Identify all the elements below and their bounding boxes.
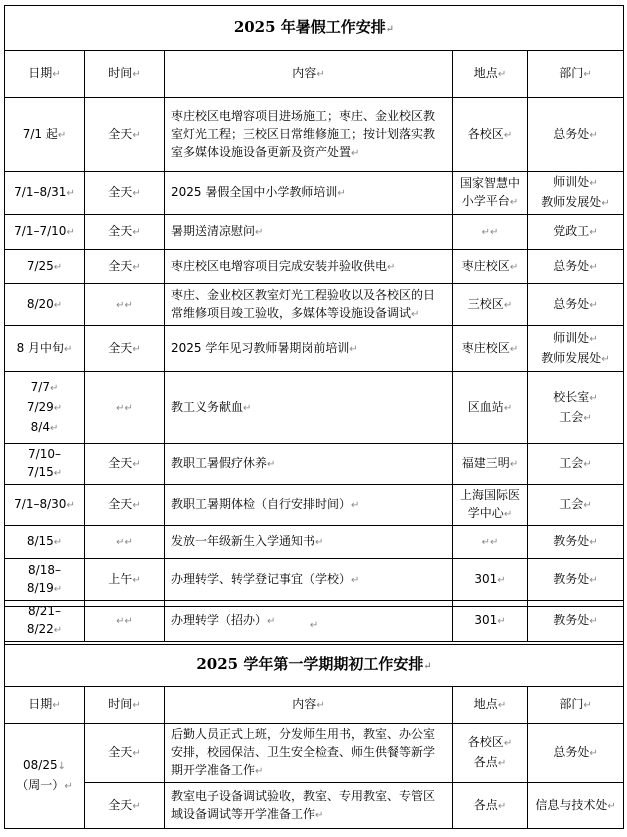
summer-schedule-table <box>4 5 624 642</box>
header-date: 日期↵ <box>5 687 85 724</box>
cell-place: 福建三明↵ <box>453 444 528 485</box>
table-row <box>5 372 624 444</box>
table-row <box>5 485 624 526</box>
cell-date: 8/21–8/22↵ <box>5 601 85 642</box>
term-title: 2025 学年第一学期期初工作安排↵ <box>5 645 624 687</box>
table-row <box>5 559 624 601</box>
cell-date: 7/1–7/10↵ <box>5 215 85 250</box>
cell-date: 7/1–8/31↵ <box>5 172 85 215</box>
term-schedule-table <box>4 606 624 829</box>
cell-content: 枣庄、金业校区教室灯光工程验收以及各校区的日常维修项目竣工验收，多媒体等设施设备调试↵ <box>165 284 453 326</box>
cell-content: 教室电子设备调试验收，教室、专用教室、专管区域设备调试等开学准备工作↵ <box>165 783 453 829</box>
cell-content: 办理转学、转学登记事宜（学校）↵ <box>165 559 453 601</box>
header-time: 时间↵ <box>85 687 165 724</box>
cell-time: ↵↵ <box>85 526 165 559</box>
cell-place: 各点↵ <box>453 783 528 829</box>
cell-time: 全天↵ <box>85 724 165 783</box>
cell-dept: 师训处↵ 教师发展处↵ <box>528 172 624 215</box>
cell-content: 后勤人员正式上班，分发师生用书，教室、办公室安排，校园保洁、卫生安全检查、师生供餐等新学期开学准备工作↵ <box>165 724 453 783</box>
spacer-row: ↵ <box>5 607 624 645</box>
cell-date: 8 月中旬↵ <box>5 326 85 372</box>
cell-place: 301↵ <box>453 601 528 642</box>
cell-dept: 总务处↵ <box>528 724 624 783</box>
cell-content: 2025 学年见习教师暑期岗前培训↵ <box>165 326 453 372</box>
cell-dept: 党政工↵ <box>528 215 624 250</box>
cell-date: 7/10–7/15↵ <box>5 444 85 485</box>
cell-place: 枣庄校区↵ <box>453 326 528 372</box>
cell-date: 8/20↵ <box>5 284 85 326</box>
table-row <box>5 172 624 215</box>
cell-content: 教工义务献血↵ <box>165 372 453 444</box>
cell-place: 上海国际医学中心↵ <box>453 485 528 526</box>
cell-place: 301↵ <box>453 559 528 601</box>
header-content: 内容↵ <box>165 687 453 724</box>
cell-dept: 总务处↵ <box>528 250 624 284</box>
cell-content: 办理转学（招办）↵ <box>165 601 453 642</box>
header-dept: 部门↵ <box>528 51 624 98</box>
cell-time: 全天↵ <box>85 172 165 215</box>
cell-place: 各校区↵ <box>453 98 528 172</box>
table-row <box>5 724 624 783</box>
cell-content: 暑期送清凉慰问↵ <box>165 215 453 250</box>
cell-dept: 师训处↵ 教师发展处↵ <box>528 326 624 372</box>
cell-dept: 信息与技术处↵ <box>528 783 624 829</box>
term-header-row <box>5 687 624 724</box>
cell-content: 教职工暑假疗休养↵ <box>165 444 453 485</box>
header-place: 地点↵ <box>453 687 528 724</box>
cell-place: ↵↵ <box>453 215 528 250</box>
cell-content: 2025 暑假全国中小学教师培训↵ <box>165 172 453 215</box>
cell-date: 7/25↵ <box>5 250 85 284</box>
summer-title: 2025 年暑假工作安排↵ <box>5 6 624 51</box>
header-content: 内容↵ <box>165 51 453 98</box>
header-date: 日期↵ <box>5 51 85 98</box>
cell-date: 08/25↓ （周一）↵ <box>5 724 85 829</box>
cell-date: 7/1 起↵ <box>5 98 85 172</box>
cell-content: 教职工暑期体检（自行安排时间）↵ <box>165 485 453 526</box>
cell-place: 枣庄校区↵ <box>453 250 528 284</box>
cell-dept: 总务处↵ <box>528 98 624 172</box>
cell-time: 全天↵ <box>85 783 165 829</box>
cell-time: 全天↵ <box>85 215 165 250</box>
cell-date: 8/18–8/19↵ <box>5 559 85 601</box>
header-dept: 部门↵ <box>528 687 624 724</box>
cell-date: 8/15↵ <box>5 526 85 559</box>
cell-date: 7/1–8/30↵ <box>5 485 85 526</box>
table-row <box>5 526 624 559</box>
cell-place: ↵↵ <box>453 526 528 559</box>
cell-time: 上午↵ <box>85 559 165 601</box>
cell-content: 枣庄校区电增容项目完成安装并验收供电↵ <box>165 250 453 284</box>
cell-place: 国家智慧中小学平台↵ <box>453 172 528 215</box>
cell-dept: 工会↵ <box>528 444 624 485</box>
table-row <box>5 98 624 172</box>
cell-time: ↵↵ <box>85 601 165 642</box>
header-place: 地点↵ <box>453 51 528 98</box>
cell-place: 区血站↵ <box>453 372 528 444</box>
table-row <box>5 326 624 372</box>
table-row <box>5 215 624 250</box>
header-time: 时间↵ <box>85 51 165 98</box>
cell-time: ↵↵ <box>85 372 165 444</box>
cell-dept: 工会↵ <box>528 485 624 526</box>
table-row <box>5 250 624 284</box>
cell-time: 全天↵ <box>85 326 165 372</box>
cell-time: 全天↵ <box>85 444 165 485</box>
table-row <box>5 284 624 326</box>
summer-header-row <box>5 51 624 98</box>
table-row <box>5 783 624 829</box>
cell-content: 枣庄校区电增容项目进场施工；枣庄、金业校区教室灯光工程；三校区日常维修施工；按计划落实教室多媒体设施设备更新及资产处置↵ <box>165 98 453 172</box>
cell-date: 7/7↵ 7/29↵ 8/4↵ <box>5 372 85 444</box>
cell-dept: 校长室↵ 工会↵ <box>528 372 624 444</box>
table-row <box>5 444 624 485</box>
cell-place: 三校区↵ <box>453 284 528 326</box>
cell-time: ↵↵ <box>85 284 165 326</box>
cell-dept: 教务处↵ <box>528 526 624 559</box>
cell-time: 全天↵ <box>85 98 165 172</box>
cell-dept: 教务处↵ <box>528 559 624 601</box>
cell-place: 各校区↵ 各点↵ <box>453 724 528 783</box>
cell-dept: 总务处↵ <box>528 284 624 326</box>
cell-time: 全天↵ <box>85 250 165 284</box>
cell-time: 全天↵ <box>85 485 165 526</box>
cell-dept: 教务处↵ <box>528 601 624 642</box>
cell-content: 发放一年级新生入学通知书↵ <box>165 526 453 559</box>
